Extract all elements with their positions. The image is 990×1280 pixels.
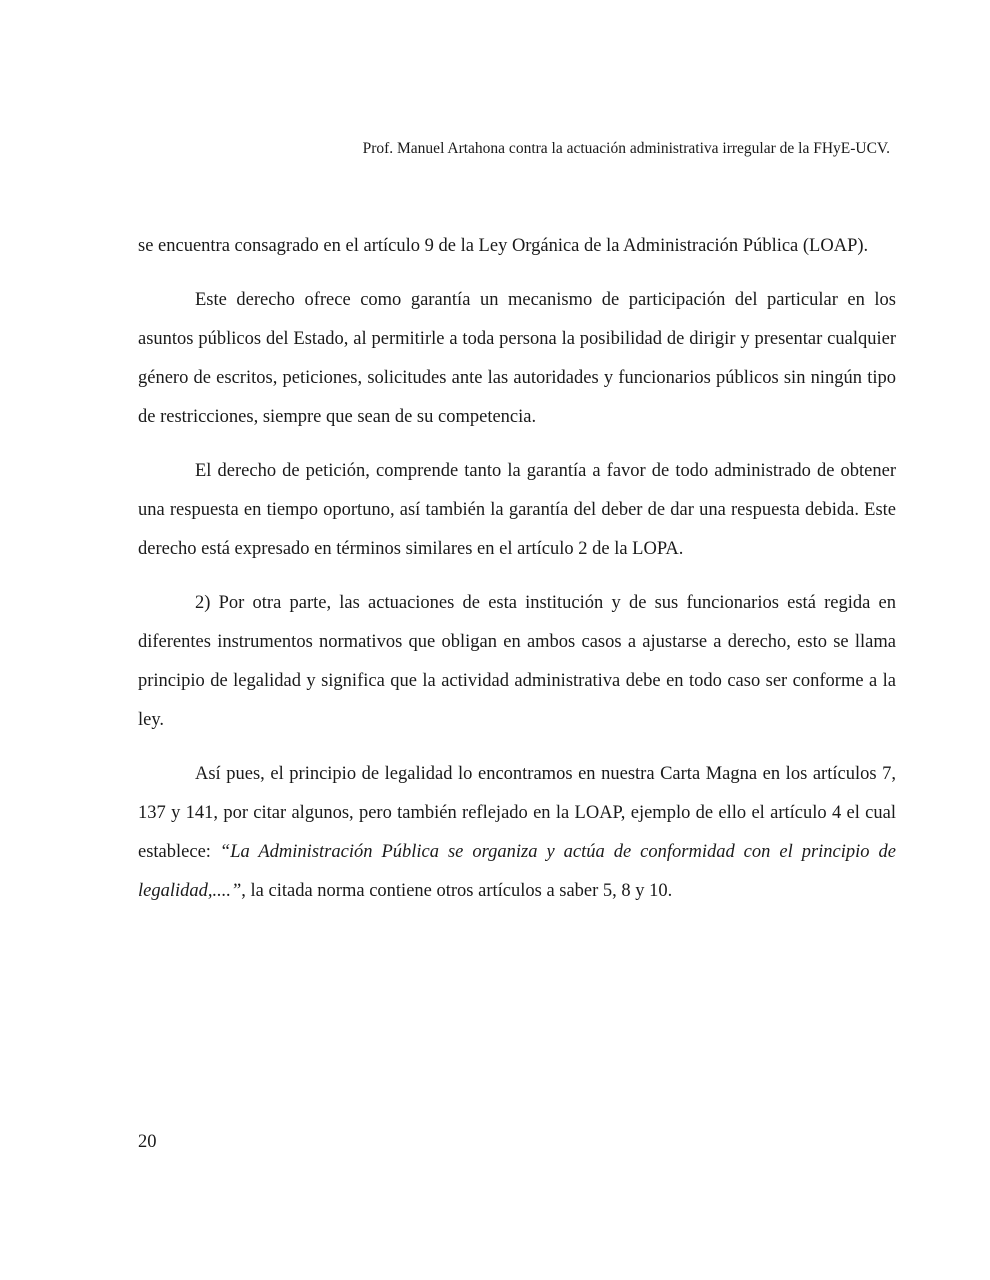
paragraph-text-before-quote: Así pues, el principio de legalidad lo encontramos en nuestra Carta Magna en los artículos 7, 137 y 141, por citar algunos, pero también reflejado en la LOAP, ejemplo de ello el artículo 4 el cual establece:: [138, 764, 896, 862]
legal-quote: “La Administración Pública se organiza y actúa de conformidad con el principio de legalidad,....”: [138, 842, 896, 901]
page-number: 20: [138, 1132, 157, 1152]
paragraph-petition-guarantee: El derecho de petición, comprende tanto la garantía a favor de todo administrado de obtener una respuesta en tiempo oportuno, así también la garantía del deber de dar una respuesta debida. Este derecho está expresado en términos similares en el artículo 2 de la LOPA.: [138, 461, 896, 559]
paragraph-carta-magna: [138, 755, 896, 911]
paragraph-legality-principle: 2) Por otra parte, las actuaciones de esta institución y de sus funcionarios está regida en diferentes instrumentos normativos que obligan en ambos casos a ajustarse a derecho, esto se llama principio de legalidad y significa que la actividad administrativa debe en todo caso ser conforme a la ley.: [138, 593, 896, 730]
running-header: Prof. Manuel Artahona contra la actuación administrativa irregular de la FHyE-UCV.: [362, 140, 890, 157]
paragraph-text-after-quote: , la citada norma contiene otros artículos a saber 5, 8 y 10.: [241, 881, 673, 901]
paragraph-continuation: se encuentra consagrado en el artículo 9 de la Ley Orgánica de la Administración Pública (LOAP).: [138, 236, 869, 256]
paragraph-right-of-petition: Este derecho ofrece como garantía un mecanismo de participación del particular en los asuntos públicos del Estado, al permitirle a toda persona la posibilidad de dirigir y presentar cualquier género de escritos, peticiones, solicitudes ante las autoridades y funcionarios públicos sin ningún tipo de restricciones, siempre que sean de su competencia.: [138, 290, 896, 427]
document-body: [138, 227, 896, 926]
